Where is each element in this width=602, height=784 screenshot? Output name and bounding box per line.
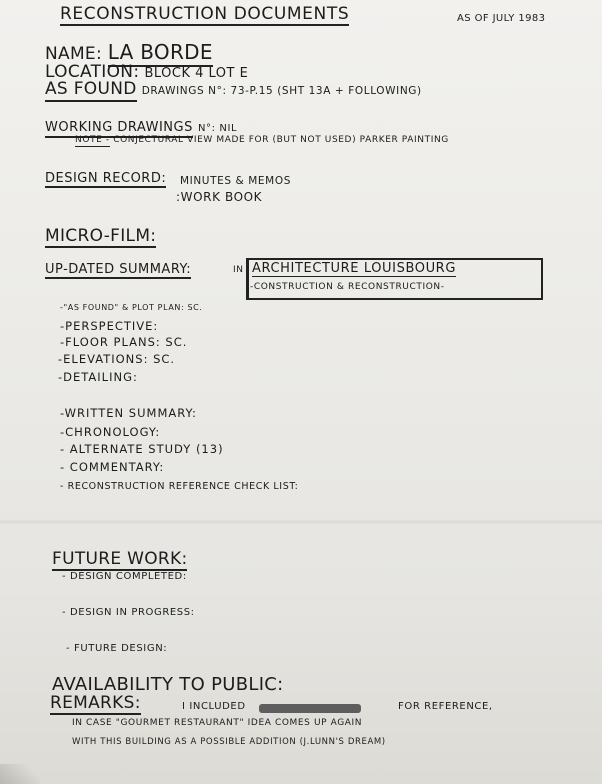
as-found-drawings: DRAWINGS N°: 73-P.15 (SHT 13A + FOLLOWING) [141, 85, 422, 97]
name-label: NAME: [45, 44, 102, 64]
micro-film-label: MICRO-FILM: [45, 226, 157, 246]
paper-fold [0, 520, 602, 524]
working-drawings-row [45, 118, 237, 134]
location-value: BLOCK 4 LOT E [144, 66, 249, 81]
remarks-line-1-start: I INCLUDED [182, 701, 246, 712]
written-item: - COMMENTARY: [60, 460, 165, 474]
remarks-label: REMARKS: [50, 693, 141, 713]
name-value: LA BORDE [108, 40, 213, 67]
box-line-2: -CONSTRUCTION & RECONSTRUCTION- [250, 282, 445, 292]
availability-label: AVAILABILITY TO PUBLIC: [52, 674, 284, 695]
name-row [45, 42, 213, 63]
summary-item: -ELEVATIONS: SC. [58, 352, 176, 366]
written-item: -CHRONOLOGY: [60, 425, 161, 439]
as-of-date: AS OF JULY 1983 [457, 13, 546, 24]
redaction-scribble [259, 704, 361, 713]
note-label: NOTE - [75, 135, 110, 145]
remarks-line-2: IN CASE "GOURMET RESTAURANT" IDEA COMES UP AGAIN [72, 718, 363, 728]
working-drawings-label: WORKING DRAWINGS [45, 120, 193, 138]
summary-item: -PERSPECTIVE: [60, 319, 159, 333]
future-work-item: - FUTURE DESIGN: [66, 643, 168, 654]
future-work-item: - DESIGN IN PROGRESS: [62, 607, 195, 618]
note-row [75, 136, 449, 145]
as-found-row [45, 81, 422, 98]
updated-summary-in: IN [233, 265, 244, 275]
design-record-item: :WORK BOOK [176, 190, 263, 204]
updated-summary-label: UP-DATED SUMMARY: [45, 262, 192, 277]
note-text: CONJECTURAL VIEW MADE FOR (BUT NOT USED) PARKER PAINTING [113, 135, 449, 145]
future-work-item: - DESIGN COMPLETED: [62, 571, 187, 582]
summary-item: -DETAILING: [58, 370, 138, 384]
written-item: - ALTERNATE STUDY (13) [60, 442, 224, 456]
as-found-label: AS FOUND [45, 79, 137, 102]
working-drawings-value: N°: NIL [197, 123, 238, 134]
remarks-line-3: WITH THIS BUILDING AS A POSSIBLE ADDITION (J.LUNN'S DREAM) [72, 737, 386, 747]
future-work-label: FUTURE WORK: [52, 549, 188, 569]
remarks-line-1-end: FOR REFERENCE, [398, 701, 493, 712]
written-item: -WRITTEN SUMMARY: [60, 406, 197, 420]
design-record-label: DESIGN RECORD: [45, 171, 167, 186]
summary-item: -"AS FOUND" & PLOT PLAN: SC. [60, 303, 203, 312]
location-label: LOCATION: [45, 62, 140, 82]
design-record-item: MINUTES & MEMOS [180, 175, 291, 187]
document-title: RECONSTRUCTION DOCUMENTS [60, 4, 350, 24]
summary-item: -FLOOR PLANS: SC. [60, 335, 188, 349]
written-item: - RECONSTRUCTION REFERENCE CHECK LIST: [60, 481, 299, 492]
paper-corner-shadow [0, 764, 40, 784]
box-line-1: ARCHITECTURE LOUISBOURG [252, 261, 456, 276]
